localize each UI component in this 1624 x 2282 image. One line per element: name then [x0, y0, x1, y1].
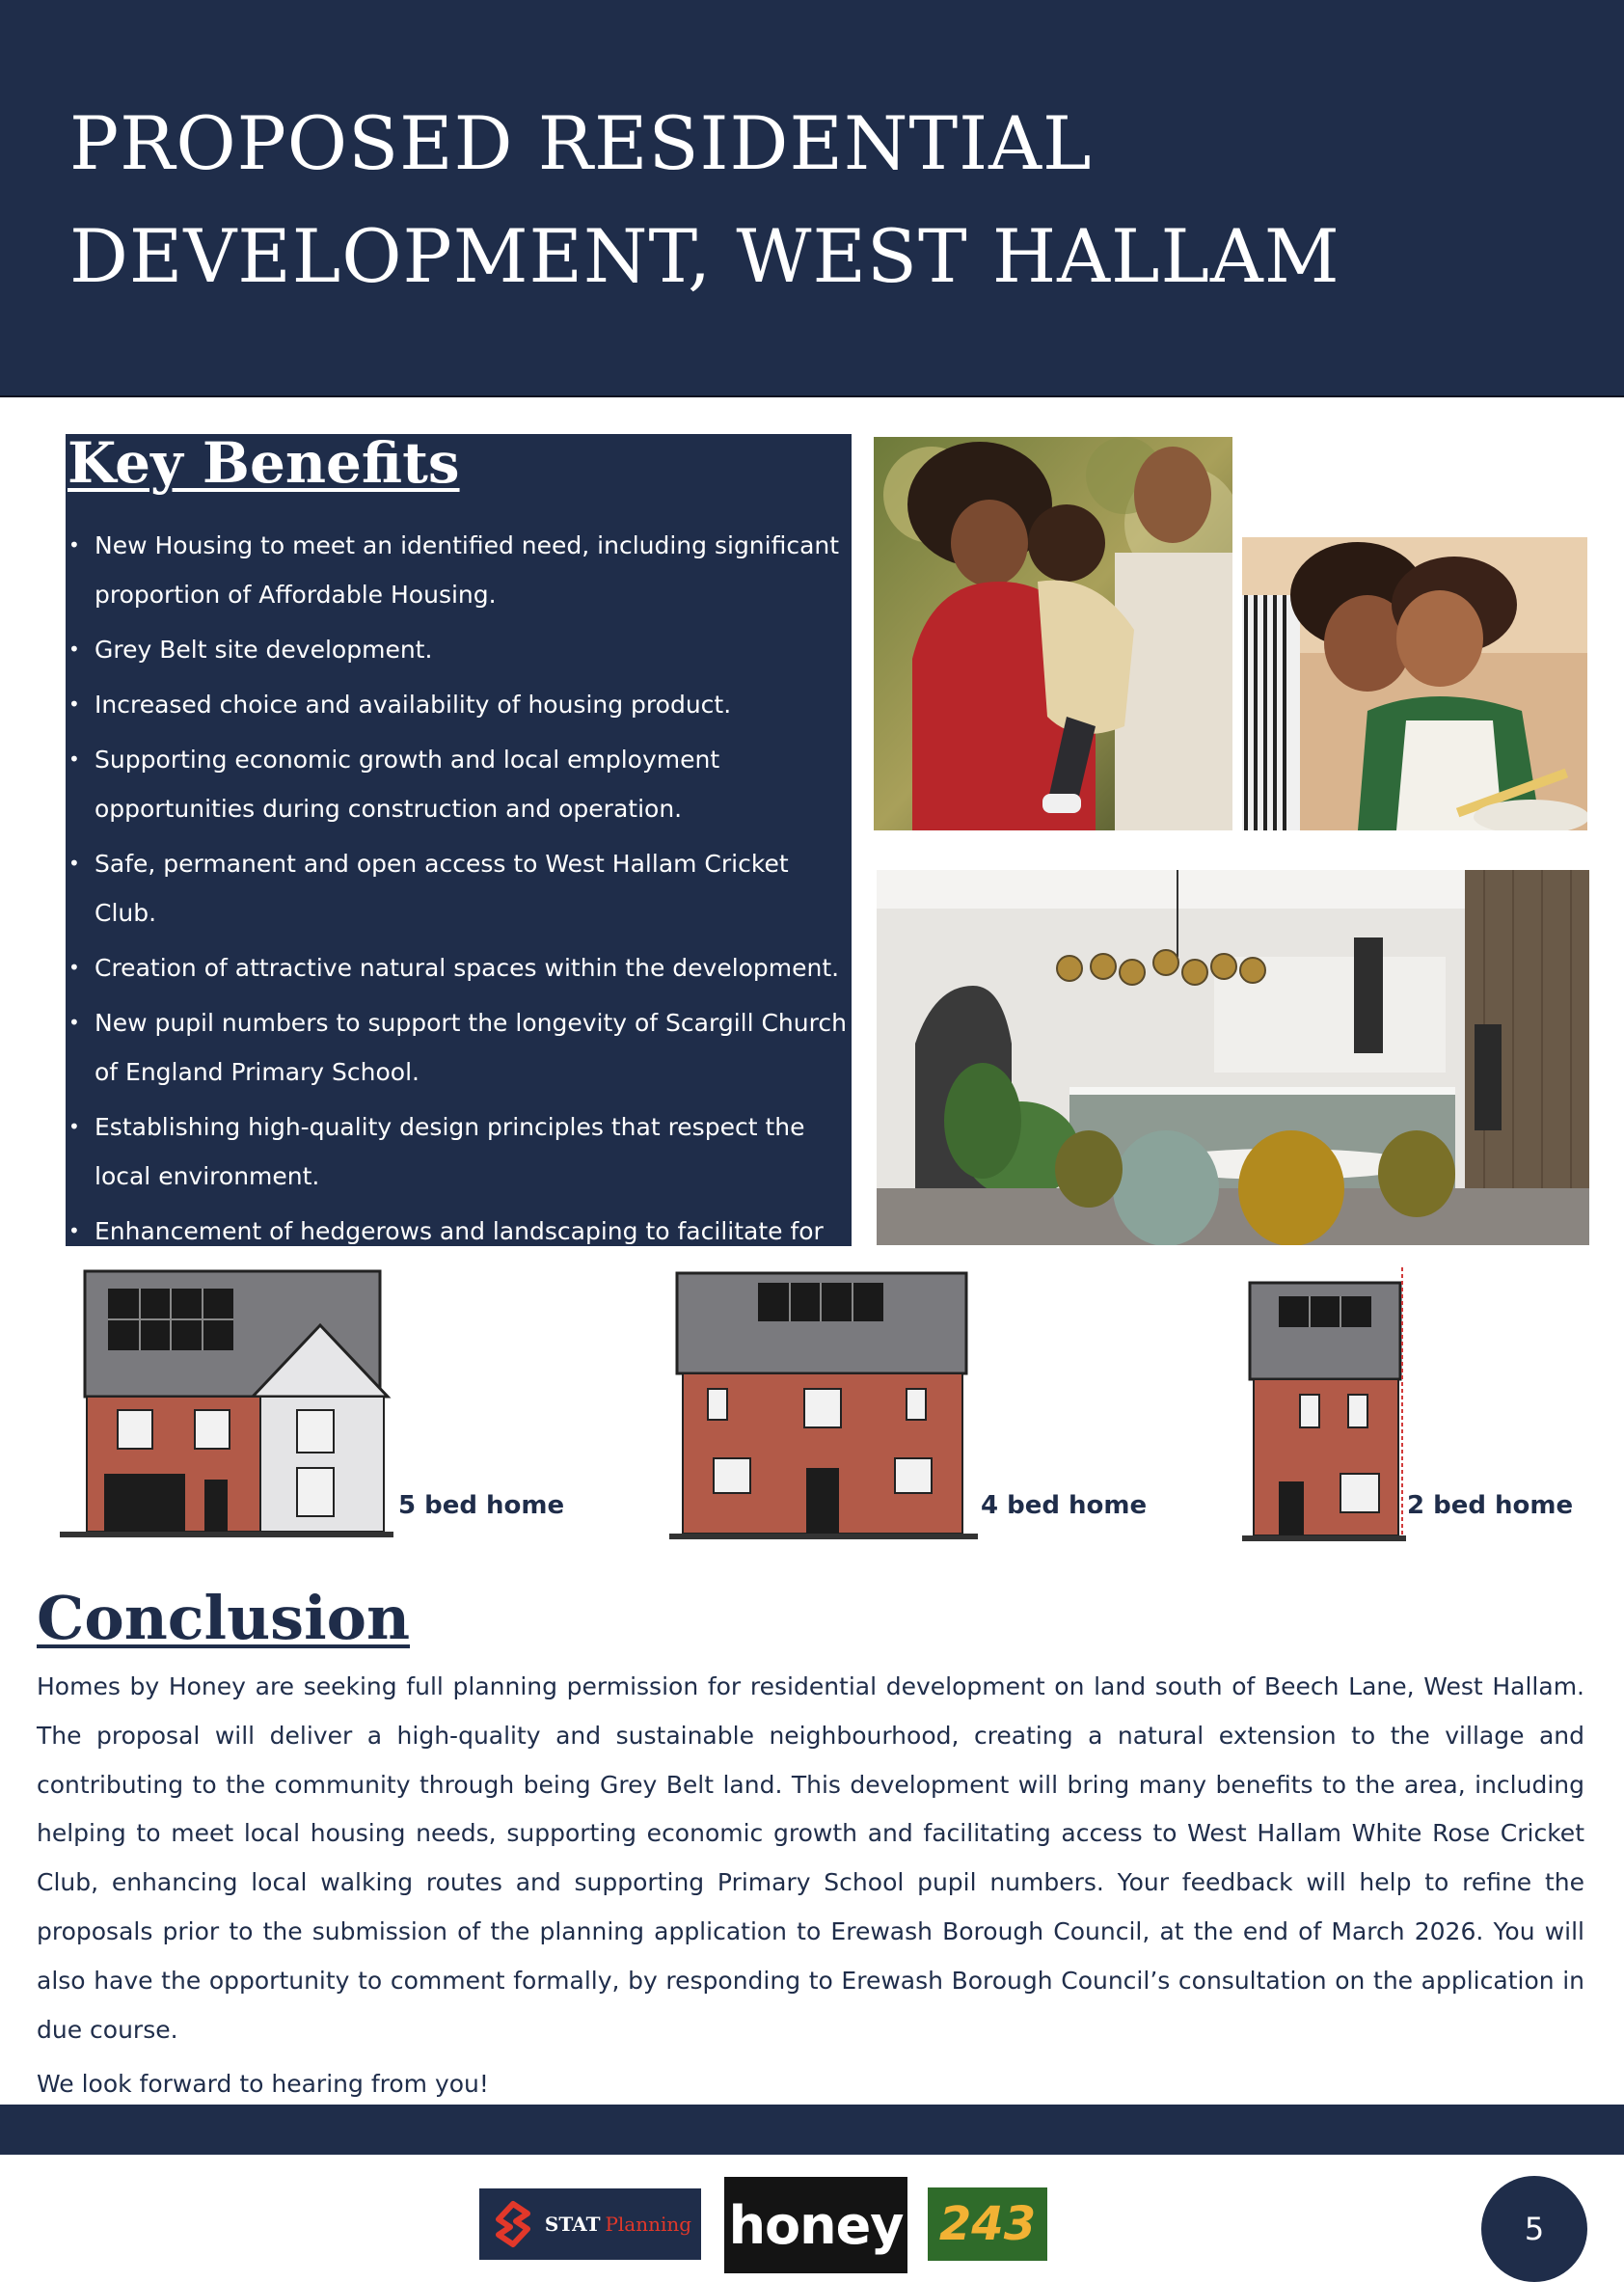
four-bed-label: 4 bed home	[981, 1491, 1148, 1520]
house-types-row	[0, 1254, 1624, 1543]
243-logo	[928, 2187, 1047, 2261]
key-benefits-panel	[66, 430, 852, 1246]
conclusion-closing: We look forward to hearing from you!	[37, 2070, 489, 2099]
conclusion-body: Homes by Honey are seeking full planning permission for residential development on land south of Beech Lane, West Hallam. The proposal will deliver a high-quality and sustainable neighbourhood, creating a natural extension to the village and contributing to the community through being Grey Belt land. This development will bring many benefits to the area, including helping to meet local housing needs, supporting economic growth and facilitating access to West Hallam White Rose Cricket Club, enhancing local walking routes and supporting Primary School pupil numbers. Your feedback will help to refine the proposals prior to the submission of the planning application to Erewash Borough Council, at the end of March 2026. You will also have the opportunity to comment formally, by responding to Erewash Borough Council’s consultation on the application in due course.	[37, 1672, 1584, 2044]
page-number-badge	[1481, 2176, 1587, 2282]
bullet-icon: •	[68, 1115, 80, 1138]
list-item: • Creation of attractive natural spaces within the development.	[66, 943, 852, 992]
list-item: • New pupil numbers to support the longevity of Scargill Church of England Primary School.	[66, 998, 852, 1097]
conclusion-section	[37, 1580, 1584, 2108]
stat-logo-icon	[489, 2200, 537, 2248]
family-photo	[874, 437, 1232, 830]
list-item: • New Housing to meet an identified need, including significant proportion of Affordable Housing.	[66, 521, 852, 619]
list-item: • Supporting economic growth and local employment opportunities during construction and operation.	[66, 735, 852, 833]
five-bed-label: 5 bed home	[398, 1491, 565, 1520]
bullet-icon: •	[68, 956, 80, 979]
two-bed-label: 2 bed home	[1407, 1491, 1574, 1520]
honey-text: honey	[728, 2194, 904, 2256]
four-bed-elevation	[669, 1265, 978, 1545]
key-benefits-heading: Key Benefits	[68, 430, 460, 496]
page-number: 5	[1524, 2211, 1545, 2247]
bullet-icon: •	[68, 747, 80, 771]
kitchen-interior-photo	[877, 870, 1589, 1245]
title-line-2: DEVELOPMENT, WEST HALLAM	[69, 213, 1340, 299]
page-title	[69, 87, 1516, 312]
bullet-icon: •	[68, 533, 80, 557]
title-line-1: PROPOSED RESIDENTIAL	[69, 100, 1093, 186]
list-item: • Establishing high-quality design principles that respect the local environment.	[66, 1102, 852, 1201]
benefits-list	[66, 521, 852, 1311]
bullet-icon: •	[68, 852, 80, 875]
bullet-icon: •	[68, 638, 80, 661]
honey-logo	[724, 2177, 907, 2273]
list-item: • Increased choice and availability of housing product.	[66, 680, 852, 729]
two-bed-elevation	[1242, 1267, 1406, 1547]
stat-text: STAT	[544, 2213, 601, 2236]
list-item: • Enhancement of hedgerows and landscaping to facilitate for	[66, 1207, 852, 1305]
five-bed-elevation	[60, 1265, 393, 1545]
couple-cooking-photo	[1242, 537, 1587, 830]
bullet-icon: •	[68, 1011, 80, 1034]
bullet-icon: •	[68, 693, 80, 716]
stat-planning-logo	[479, 2188, 701, 2260]
footer-band	[0, 2105, 1624, 2155]
planning-text: Planning	[605, 2213, 692, 2236]
page-header	[0, 0, 1624, 397]
conclusion-heading: Conclusion	[37, 1583, 411, 1653]
list-item: • Grey Belt site development.	[66, 625, 852, 674]
bullet-icon: •	[68, 1219, 80, 1242]
243-text: 243	[938, 2197, 1037, 2251]
list-item: • Safe, permanent and open access to West Hallam Cricket Club.	[66, 839, 852, 937]
